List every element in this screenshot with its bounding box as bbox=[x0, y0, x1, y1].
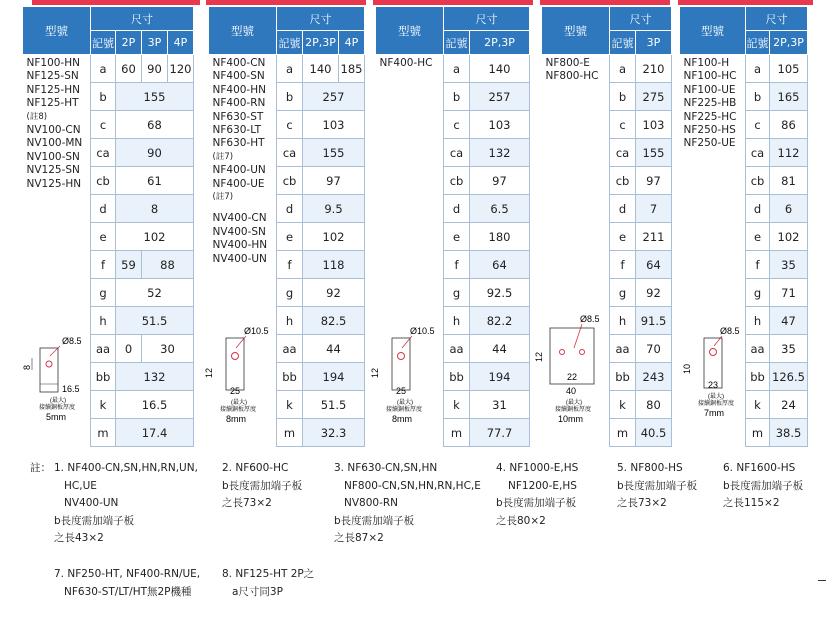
accent-bar bbox=[540, 0, 670, 5]
dim-code: h bbox=[746, 307, 770, 335]
dim-code: f bbox=[277, 251, 303, 279]
thickness-value: 10mm bbox=[558, 414, 584, 424]
model-name: NV400-SN bbox=[212, 225, 266, 238]
dim-value: 52 bbox=[116, 279, 194, 307]
dim-code: ca bbox=[277, 139, 303, 167]
dim-code: k bbox=[746, 391, 770, 419]
dim-value: 44 bbox=[470, 335, 530, 363]
dim-code: d bbox=[746, 195, 770, 223]
model-name: NF630-LT bbox=[212, 124, 262, 137]
side-dimension: 12 bbox=[204, 367, 214, 378]
model-name: NF400-HN bbox=[212, 83, 266, 96]
model-name: NV125-HN bbox=[26, 177, 82, 190]
dim-code: h bbox=[610, 307, 636, 335]
dim-code: d bbox=[610, 195, 636, 223]
note-line: 3. NF630-CN,SN,HN bbox=[334, 462, 438, 474]
dim-value: 126.5 bbox=[770, 363, 808, 391]
terminal-diagram-4 bbox=[532, 310, 612, 424]
dim-code: e bbox=[444, 223, 470, 251]
dim-value: 6.5 bbox=[470, 195, 530, 223]
thickness-caption: (最大) bbox=[50, 398, 66, 404]
note-line: a尺寸同3P bbox=[232, 585, 283, 598]
note-line: HC,UE bbox=[64, 479, 97, 492]
model-name: NF100-HN bbox=[26, 57, 80, 69]
model-name: NF800-E bbox=[545, 57, 590, 69]
model-name: NF125-HT bbox=[26, 97, 79, 110]
dim-code: cb bbox=[444, 167, 470, 195]
accent-bar bbox=[206, 0, 366, 5]
model-name: NF100-UE bbox=[683, 83, 736, 96]
dim-code: aa bbox=[610, 335, 636, 363]
dim-code: b bbox=[91, 83, 116, 111]
dim-value: 257 bbox=[303, 83, 365, 111]
model-name: NF400-UE bbox=[212, 177, 265, 190]
thickness-value: 7mm bbox=[704, 408, 724, 418]
terminal-diagram-2 bbox=[200, 322, 280, 426]
col-header: 記號 bbox=[610, 31, 636, 55]
note-8 bbox=[222, 566, 314, 601]
model-name: NF630-HT bbox=[212, 137, 265, 150]
col-header: 2P,3P bbox=[470, 31, 530, 55]
dim-value: 35 bbox=[770, 335, 808, 363]
model-name: NF400-UN bbox=[212, 164, 266, 177]
dim-value: 155 bbox=[636, 139, 672, 167]
dim-code: f bbox=[444, 251, 470, 279]
dim-value: 140 bbox=[303, 55, 339, 83]
dim-value: 31 bbox=[470, 391, 530, 419]
dim-code: g bbox=[610, 279, 636, 307]
header-size: 尺寸 bbox=[746, 7, 808, 31]
dim-value: 275 bbox=[636, 83, 672, 111]
dim-value: 194 bbox=[470, 363, 530, 391]
thickness-value: 8mm bbox=[392, 414, 412, 424]
dim-value: 118 bbox=[303, 251, 365, 279]
dim-code: a bbox=[444, 55, 470, 83]
dim-value: 243 bbox=[636, 363, 672, 391]
dim-code: ca bbox=[444, 139, 470, 167]
dim-code: b bbox=[444, 83, 470, 111]
col-header: 3P bbox=[142, 31, 168, 55]
dim-code: h bbox=[444, 307, 470, 335]
col-header: 2P,3P bbox=[303, 31, 339, 55]
col-header: 記號 bbox=[746, 31, 770, 55]
dim-code: a bbox=[746, 55, 770, 83]
dim-value: 97 bbox=[636, 167, 672, 195]
hole-diameter: Ø10.5 bbox=[410, 326, 435, 336]
thickness-caption: 接續銅板厚度 bbox=[555, 407, 592, 413]
hole-diameter: Ø10.5 bbox=[244, 326, 269, 336]
dim-value: 35 bbox=[770, 251, 808, 279]
note-line: NF800-CN,SN,HN,RN,HC,E bbox=[344, 479, 481, 492]
dim-value: 88 bbox=[142, 251, 194, 279]
dim-value: 92 bbox=[303, 279, 365, 307]
model-name: NF400-CN bbox=[212, 57, 266, 69]
dim-value: 92 bbox=[636, 279, 672, 307]
header-model: 型號 bbox=[542, 7, 610, 55]
note-line: NV400-UN bbox=[64, 497, 119, 509]
dim-value: 132 bbox=[470, 139, 530, 167]
dim-code: b bbox=[610, 83, 636, 111]
width-dimension: 23 bbox=[708, 380, 719, 390]
dim-value: 103 bbox=[303, 111, 365, 139]
dim-value: 257 bbox=[470, 83, 530, 111]
dim-code: aa bbox=[444, 335, 470, 363]
note-line: b長度需加端子板 bbox=[723, 479, 804, 492]
dim-value: 47 bbox=[770, 307, 808, 335]
page-dash bbox=[818, 580, 826, 581]
hole-diameter: Ø8.5 bbox=[580, 314, 600, 324]
dim-code: cb bbox=[610, 167, 636, 195]
dim-code: cb bbox=[746, 167, 770, 195]
note-line: 4. NF1000-E,HS bbox=[496, 462, 579, 474]
dim-value: 51.5 bbox=[116, 307, 194, 335]
header-model: 型號 bbox=[376, 7, 444, 55]
dim-value: 102 bbox=[770, 223, 808, 251]
dim-code: k bbox=[444, 391, 470, 419]
note-line: b長度需加端子板 bbox=[334, 514, 415, 527]
model-name: NV400-CN bbox=[212, 212, 267, 225]
thickness-caption: 接續銅板厚度 bbox=[220, 407, 257, 413]
dim-value: 180 bbox=[470, 223, 530, 251]
dim-value: 8 bbox=[116, 195, 194, 223]
dim-value: 91.5 bbox=[636, 307, 672, 335]
model-name: NV400-UN bbox=[212, 252, 267, 265]
model-note: (註7) bbox=[212, 151, 234, 162]
dim-code: c bbox=[91, 111, 116, 139]
model-name: NF800-HC bbox=[545, 70, 599, 83]
dim-value: 24 bbox=[770, 391, 808, 419]
dim-code: ca bbox=[91, 139, 116, 167]
dim-code: ca bbox=[610, 139, 636, 167]
header-model: 型號 bbox=[209, 7, 277, 55]
dim-code: cb bbox=[91, 167, 116, 195]
dim-code: k bbox=[277, 391, 303, 419]
dim-value: 60 bbox=[116, 55, 142, 83]
col-header: 4P bbox=[339, 31, 365, 55]
note-line: 7. NF250-HT, NF400-RN/UE, bbox=[54, 568, 201, 580]
dim-code: cb bbox=[277, 167, 303, 195]
dim-value: 16.5 bbox=[116, 391, 194, 419]
dim-value: 7 bbox=[636, 195, 672, 223]
dim-code: m bbox=[610, 419, 636, 447]
terminal-diagram-3 bbox=[366, 322, 446, 426]
dim-value: 132 bbox=[116, 363, 194, 391]
model-name: NF225-HB bbox=[683, 97, 737, 110]
thickness-caption: 接續銅板厚度 bbox=[39, 405, 76, 411]
header-size: 尺寸 bbox=[444, 7, 530, 31]
model-name: NF125-HN bbox=[26, 83, 80, 96]
dim-value: 185 bbox=[339, 55, 365, 83]
model-name: NV100-MN bbox=[26, 137, 83, 150]
header-size: 尺寸 bbox=[277, 7, 365, 31]
thickness-caption: (最大) bbox=[231, 400, 247, 406]
dim-code: a bbox=[277, 55, 303, 83]
dim-code: aa bbox=[746, 335, 770, 363]
model-note: (註8) bbox=[26, 111, 48, 122]
mid-dimension: 22 bbox=[567, 372, 578, 382]
note-line: 8. NF125-HT 2P之 bbox=[222, 568, 315, 580]
note-line: b長度需加端子板 bbox=[54, 514, 135, 527]
dim-value: 61 bbox=[116, 167, 194, 195]
dim-value: 70 bbox=[636, 335, 672, 363]
col-header: 2P,3P bbox=[770, 31, 808, 55]
dim-code: bb bbox=[746, 363, 770, 391]
dim-value: 82.5 bbox=[303, 307, 365, 335]
note-2 bbox=[222, 460, 302, 513]
note-7 bbox=[54, 566, 200, 601]
dim-code: h bbox=[91, 307, 116, 335]
dim-value: 102 bbox=[303, 223, 365, 251]
dim-code: b bbox=[746, 83, 770, 111]
note-6 bbox=[723, 460, 803, 513]
note-line: 6. NF1600-HS bbox=[723, 462, 796, 474]
dim-value: 105 bbox=[770, 55, 808, 83]
model-name: NF400-SN bbox=[212, 70, 265, 83]
hole-diameter: Ø8.5 bbox=[720, 326, 740, 336]
notes-label: 註： bbox=[30, 462, 51, 474]
dim-value: 90 bbox=[142, 55, 168, 83]
dim-code: d bbox=[91, 195, 116, 223]
dim-code: c bbox=[277, 111, 303, 139]
model-note: (註7) bbox=[212, 192, 234, 203]
dim-value: 140 bbox=[470, 55, 530, 83]
note-5 bbox=[617, 460, 697, 513]
dim-value: 64 bbox=[470, 251, 530, 279]
dim-value: 64 bbox=[636, 251, 672, 279]
dim-value: 38.5 bbox=[770, 419, 808, 447]
thickness-value: 8mm bbox=[226, 414, 246, 424]
note-line: 2. NF600-HC bbox=[222, 462, 289, 474]
col-header: 記號 bbox=[277, 31, 303, 55]
dim-code: a bbox=[610, 55, 636, 83]
dim-value: 92.5 bbox=[470, 279, 530, 307]
dim-value: 82.2 bbox=[470, 307, 530, 335]
model-name: NF100-HC bbox=[683, 70, 737, 83]
note-1 bbox=[54, 460, 198, 548]
model-name: NV125-SN bbox=[26, 164, 80, 177]
thickness-caption: 接續銅板厚度 bbox=[698, 401, 735, 407]
dim-value: 97 bbox=[303, 167, 365, 195]
accent-bar bbox=[32, 0, 200, 5]
dim-code: k bbox=[610, 391, 636, 419]
dim-code: h bbox=[277, 307, 303, 335]
dim-value: 81 bbox=[770, 167, 808, 195]
dim-value: 120 bbox=[168, 55, 194, 83]
model-name: NV100-CN bbox=[26, 124, 81, 137]
note-line: 之長80×2 bbox=[496, 514, 546, 527]
dim-value: 155 bbox=[303, 139, 365, 167]
dim-code: f bbox=[610, 251, 636, 279]
dim-value: 51.5 bbox=[303, 391, 365, 419]
side-dimension: 8 bbox=[22, 364, 32, 370]
dim-code: f bbox=[746, 251, 770, 279]
dim-value: 155 bbox=[116, 83, 194, 111]
dim-code: aa bbox=[91, 335, 116, 363]
dim-code: c bbox=[610, 111, 636, 139]
note-line: 之長73×2 bbox=[222, 497, 272, 509]
dim-value: 97 bbox=[470, 167, 530, 195]
dim-code: d bbox=[444, 195, 470, 223]
dim-code: f bbox=[91, 251, 116, 279]
model-name: NV400-HN bbox=[212, 239, 268, 252]
dim-value: 86 bbox=[770, 111, 808, 139]
dim-value: 6 bbox=[770, 195, 808, 223]
col-header: 記號 bbox=[444, 31, 470, 55]
thickness-caption: (最大) bbox=[708, 394, 724, 400]
dim-value: 0 bbox=[116, 335, 142, 363]
dim-value: 112 bbox=[770, 139, 808, 167]
thickness-caption: (最大) bbox=[566, 400, 582, 406]
width-dimension: 25 bbox=[396, 386, 407, 396]
dim-code: m bbox=[746, 419, 770, 447]
header-model: 型號 bbox=[680, 7, 746, 55]
accent-bar bbox=[373, 0, 533, 5]
note-line: 1. NF400-CN,SN,HN,RN,UN, bbox=[54, 462, 198, 474]
dim-value: 210 bbox=[636, 55, 672, 83]
thickness-value: 5mm bbox=[46, 412, 66, 422]
dim-value: 30 bbox=[142, 335, 194, 363]
accent-bar bbox=[678, 0, 813, 5]
dim-value: 71 bbox=[770, 279, 808, 307]
note-4 bbox=[496, 460, 578, 530]
side-dimension: 10 bbox=[682, 363, 692, 374]
dim-code: bb bbox=[610, 363, 636, 391]
dim-code: e bbox=[746, 223, 770, 251]
dim-code: c bbox=[444, 111, 470, 139]
note-line: NF1200-E,HS bbox=[508, 479, 577, 492]
dim-value: 90 bbox=[116, 139, 194, 167]
dim-code: a bbox=[91, 55, 116, 83]
dim-code: m bbox=[277, 419, 303, 447]
model-name: NF250-HS bbox=[683, 124, 736, 137]
dim-code: k bbox=[91, 391, 116, 419]
dim-code: aa bbox=[277, 335, 303, 363]
note-line: NF630-ST/LT/HT無2P機種 bbox=[64, 585, 192, 598]
header-model: 型號 bbox=[23, 7, 91, 55]
col-header: 3P bbox=[636, 31, 672, 55]
dim-value: 59 bbox=[116, 251, 142, 279]
header-size: 尺寸 bbox=[91, 7, 194, 31]
model-name: NF250-UE bbox=[683, 137, 736, 150]
dim-value: 17.4 bbox=[116, 419, 194, 447]
header-size: 尺寸 bbox=[610, 7, 672, 31]
dim-code: bb bbox=[277, 363, 303, 391]
note-line: 之長73×2 bbox=[617, 497, 667, 509]
dim-code: e bbox=[610, 223, 636, 251]
dim-value: 103 bbox=[636, 111, 672, 139]
note-line: b長度需加端子板 bbox=[617, 479, 698, 492]
note-line: b長度需加端子板 bbox=[222, 479, 303, 492]
model-name: NF225-HC bbox=[683, 110, 737, 123]
thickness-caption: 接續銅板厚度 bbox=[386, 407, 423, 413]
dim-code: c bbox=[746, 111, 770, 139]
side-dimension: 12 bbox=[370, 367, 380, 378]
dim-value: 32.3 bbox=[303, 419, 365, 447]
dim-value: 102 bbox=[116, 223, 194, 251]
dim-value: 165 bbox=[770, 83, 808, 111]
dim-code: g bbox=[91, 279, 116, 307]
width-dimension: 25 bbox=[230, 386, 241, 396]
dim-code: e bbox=[91, 223, 116, 251]
dim-code: e bbox=[277, 223, 303, 251]
dim-value: 211 bbox=[636, 223, 672, 251]
dim-code: b bbox=[277, 83, 303, 111]
col-header: 4P bbox=[168, 31, 194, 55]
dim-value: 194 bbox=[303, 363, 365, 391]
dim-code: m bbox=[91, 419, 116, 447]
dim-value: 103 bbox=[470, 111, 530, 139]
dim-code: bb bbox=[444, 363, 470, 391]
thickness-caption: (最大) bbox=[397, 400, 413, 406]
col-header: 記號 bbox=[91, 31, 116, 55]
dim-code: ca bbox=[746, 139, 770, 167]
terminal-diagram-5 bbox=[676, 320, 756, 424]
dim-code: g bbox=[444, 279, 470, 307]
note-line: 之長43×2 bbox=[54, 532, 104, 544]
dim-code: d bbox=[277, 195, 303, 223]
col-header: 2P bbox=[116, 31, 142, 55]
dim-value: 40.5 bbox=[636, 419, 672, 447]
model-name: NF400-HC bbox=[379, 57, 433, 69]
terminal-diagram-1 bbox=[22, 334, 92, 426]
model-name: NV100-SN bbox=[26, 150, 80, 163]
dim-value: 44 bbox=[303, 335, 365, 363]
hole-diameter: Ø8.5 bbox=[62, 336, 82, 346]
model-name: NF400-RN bbox=[212, 97, 266, 110]
dim-code: g bbox=[277, 279, 303, 307]
note-line: b長度需加端子板 bbox=[496, 497, 577, 509]
note-3 bbox=[334, 460, 481, 548]
dim-value: 80 bbox=[636, 391, 672, 419]
note-line: 之長87×2 bbox=[334, 532, 384, 544]
model-name: NF630-ST bbox=[212, 110, 264, 123]
dim-value: 68 bbox=[116, 111, 194, 139]
note-line: 5. NF800-HS bbox=[617, 462, 683, 474]
model-name: NF100-H bbox=[683, 57, 730, 69]
model-name: NF125-SN bbox=[26, 70, 79, 83]
width-dimension: 40 bbox=[566, 386, 577, 396]
note-line: 之長115×2 bbox=[723, 497, 780, 509]
side-dimension: 12 bbox=[534, 351, 544, 362]
width-dimension: 16.5 bbox=[62, 384, 80, 394]
dim-code: g bbox=[746, 279, 770, 307]
dim-code: m bbox=[444, 419, 470, 447]
dim-value: 9.5 bbox=[303, 195, 365, 223]
dim-code: bb bbox=[91, 363, 116, 391]
dim-value: 77.7 bbox=[470, 419, 530, 447]
note-line: NV800-RN bbox=[344, 497, 399, 509]
